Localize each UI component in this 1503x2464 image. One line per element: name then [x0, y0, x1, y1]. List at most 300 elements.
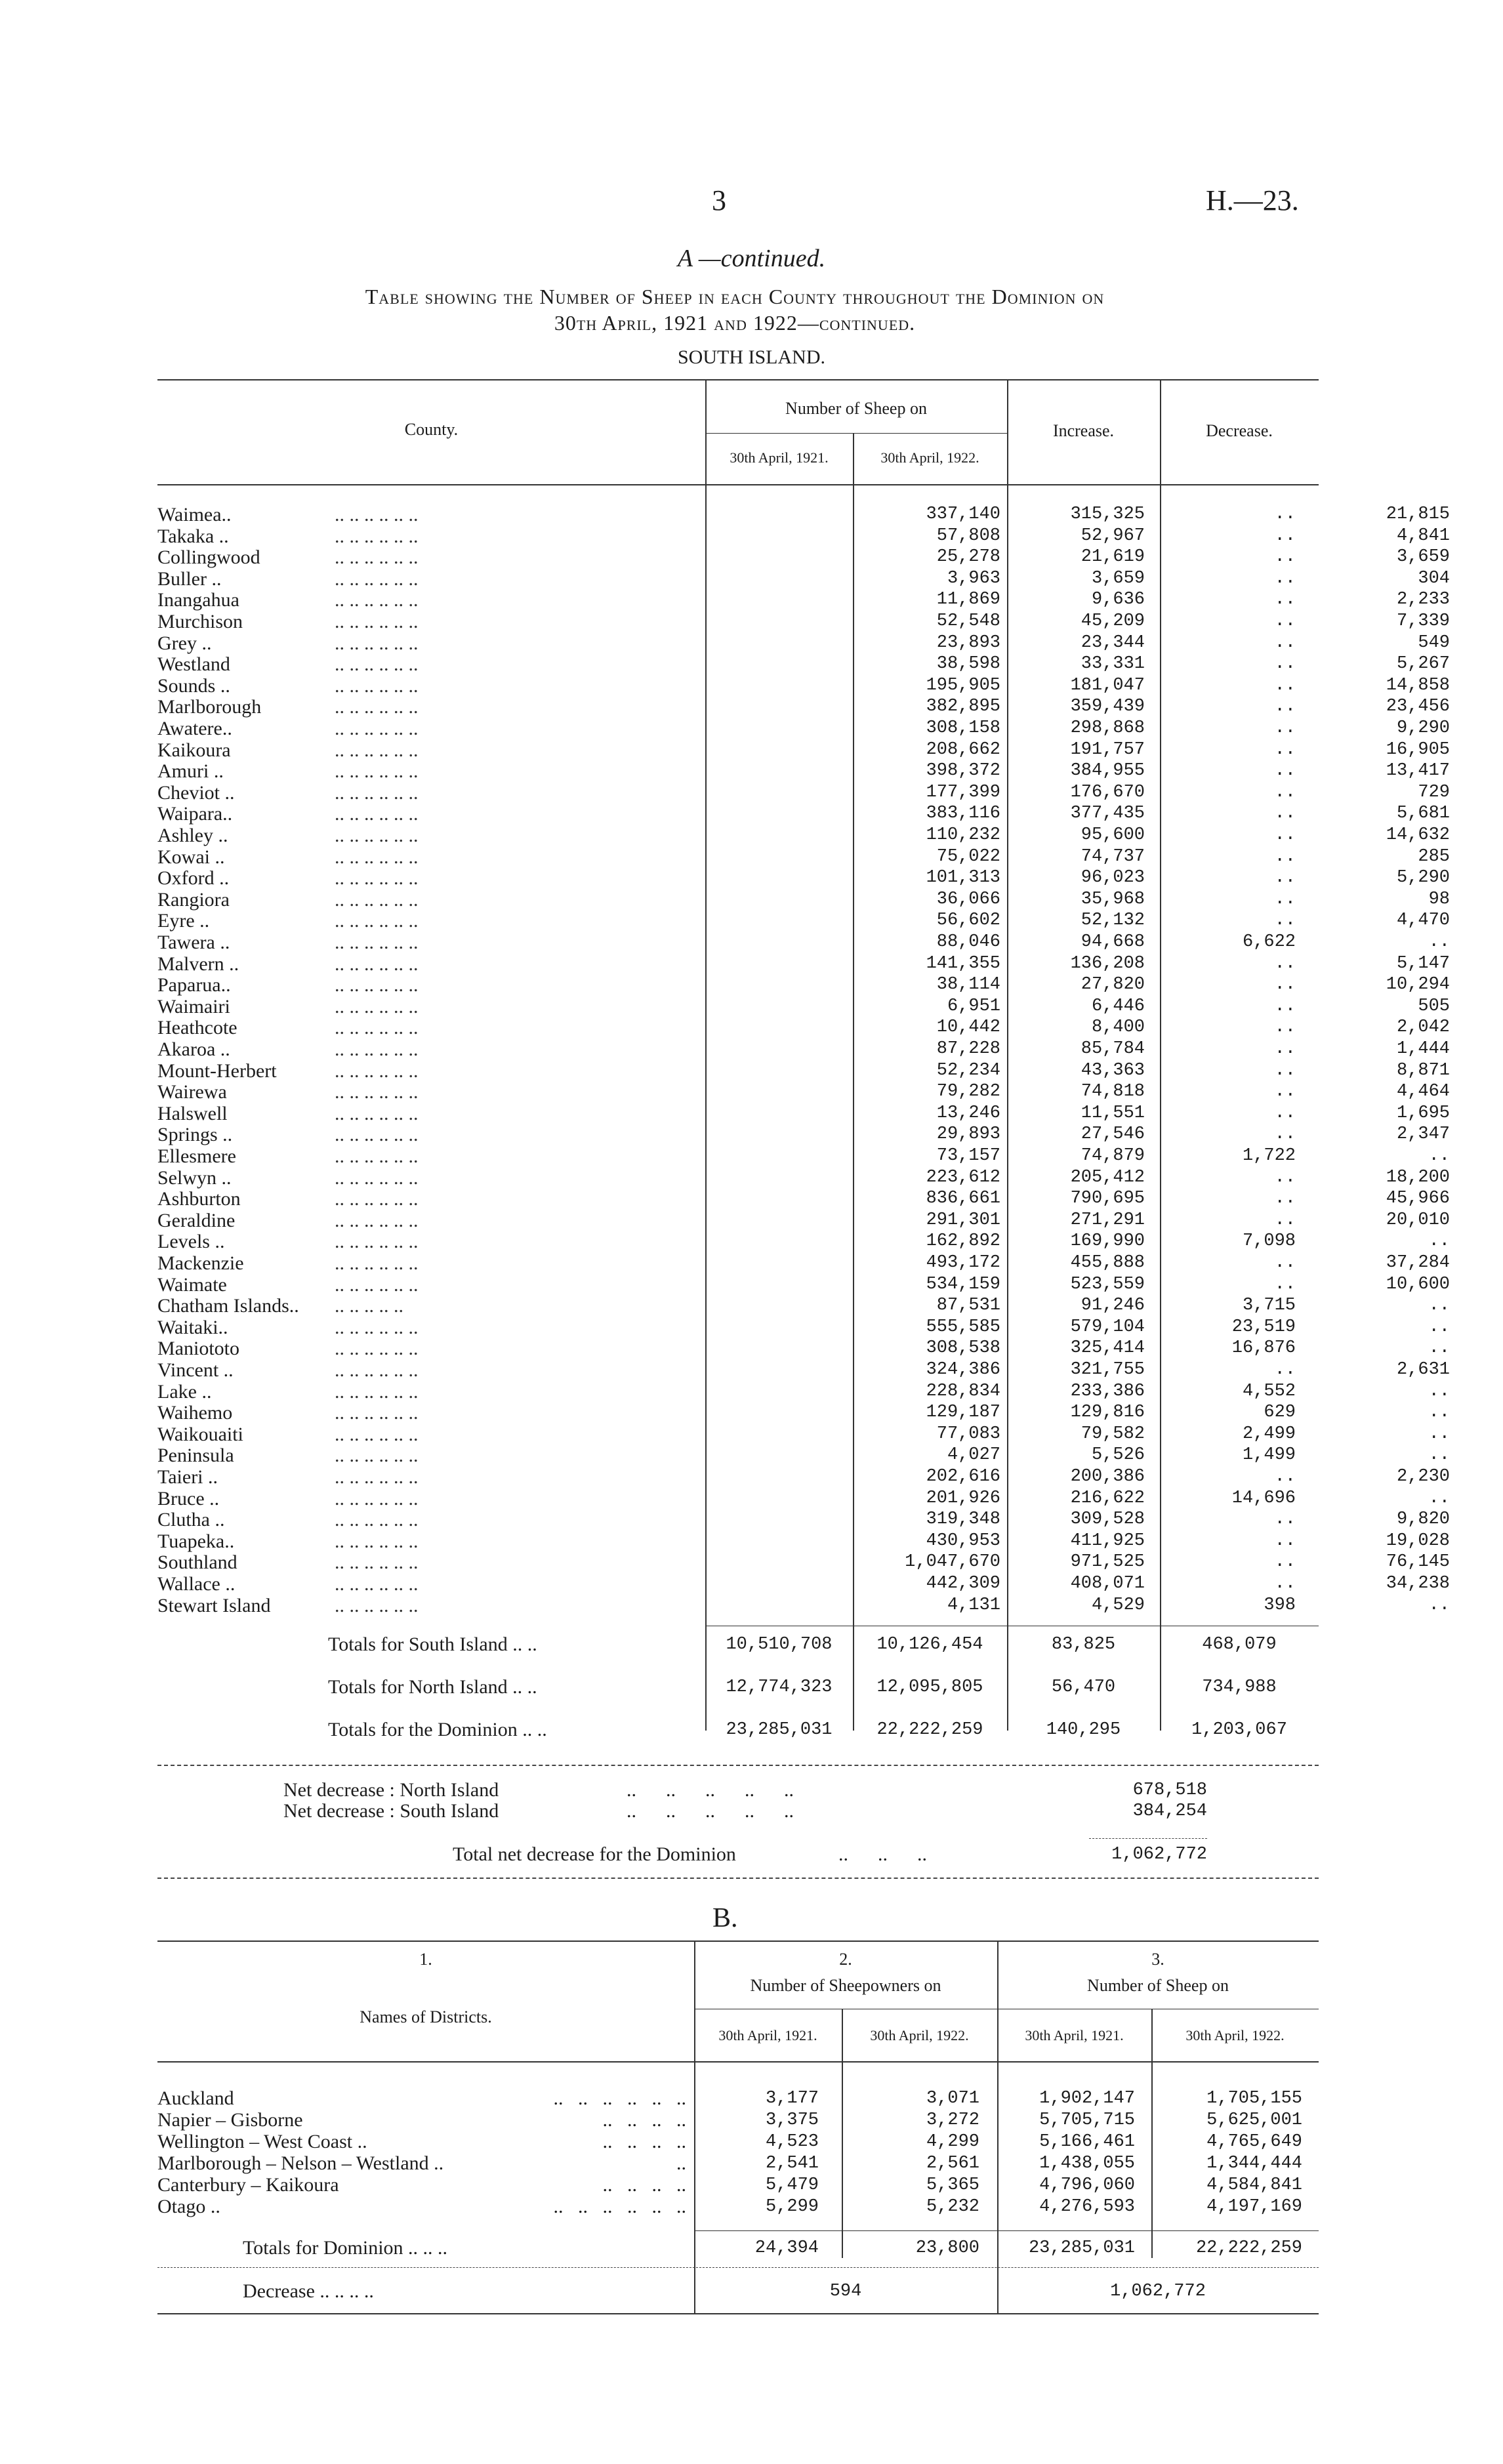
- sheep-1922: 5,526: [1091, 1445, 1145, 1466]
- county-name: Stewart Island: [157, 1594, 271, 1616]
- sheep-1921: 4,131: [947, 1595, 1000, 1615]
- table-row: [157, 1081, 1450, 1103]
- sheep-1922: 96,023: [1081, 868, 1145, 888]
- sheep-1922: 74,879: [1081, 1146, 1145, 1166]
- section-a-end-rule: [157, 1878, 1319, 1879]
- table-b-decrease-rule: [157, 2267, 1319, 2268]
- leader-dots: .. .. .. .. .. ..: [335, 867, 419, 890]
- sheep-1921: 56,602: [936, 911, 1000, 931]
- column-header-1922: 30th April, 1922.: [880, 449, 979, 466]
- increase-value: ..: [1274, 889, 1296, 909]
- leader-dots: .. .. .. .. .. ..: [335, 1359, 419, 1381]
- increase-value: ..: [1274, 1017, 1296, 1038]
- table-row: [157, 1038, 1450, 1060]
- district-name: Napier – Gisborne: [157, 2109, 303, 2131]
- sheep-1921: 87,228: [936, 1039, 1000, 1059]
- b-col2-label: Number of Sheepowners on: [750, 1976, 941, 1995]
- county-name: Maniototo: [157, 1338, 239, 1360]
- totals-1922: 12,095,805: [876, 1677, 983, 1697]
- leader-dots: .. .. .. .. .. ..: [335, 653, 419, 676]
- totals-increase: 56,470: [1051, 1677, 1116, 1697]
- sheep-1922: 384,955: [1070, 761, 1145, 781]
- county-name: Buller ..: [157, 567, 222, 590]
- b-totals-owners-1921: 24,394: [754, 2238, 819, 2258]
- county-name: Waimate: [157, 1273, 227, 1296]
- sheep-1921: 4,027: [947, 1445, 1000, 1466]
- table-b-totals-rule: [694, 2230, 1319, 2231]
- decrease-value: 304: [1418, 568, 1450, 588]
- totals-1922: 22,222,259: [876, 1720, 983, 1740]
- sheep-1921: 324,386: [926, 1360, 1000, 1380]
- leader-dots: .. .. .. .. .. ..: [335, 567, 419, 590]
- sheep-1921: 73,157: [936, 1146, 1000, 1166]
- leader-dots: .. .. .. .. .. ..: [335, 1466, 419, 1488]
- section-a-heading: A —continued.: [677, 245, 826, 272]
- leader-dots: .. .. .. .. .. ..: [335, 1038, 419, 1060]
- table-row: [157, 1188, 1450, 1210]
- leader-dots: .. .. .. .. .. ..: [335, 1166, 419, 1189]
- leader-dots: .. .. .. .. .. ..: [335, 1530, 419, 1552]
- county-name: Taieri ..: [157, 1466, 218, 1488]
- increase-value: ..: [1274, 1103, 1296, 1123]
- decrease-value: 9,820: [1396, 1509, 1450, 1530]
- increase-value: ..: [1274, 1210, 1296, 1230]
- sheep-1922: 200,386: [1070, 1467, 1145, 1487]
- decrease-value: 76,145: [1386, 1552, 1450, 1572]
- county-name: Southland: [157, 1551, 237, 1574]
- county-name: Chatham Islands..: [157, 1295, 299, 1317]
- sheep-1921: 1,047,670: [905, 1552, 1000, 1572]
- sheep-1921: 534,159: [926, 1274, 1000, 1294]
- increase-value: ..: [1274, 975, 1296, 995]
- leader-dots: .. .. .. .. .. ..: [335, 1017, 419, 1039]
- leader-dots: .. .. .. .. .. ..: [335, 1209, 419, 1231]
- decrease-value: 5,290: [1396, 868, 1450, 888]
- b-sub-sheep-1922: 30th April, 1922.: [1185, 2027, 1285, 2043]
- sheep-1921: 177,399: [926, 782, 1000, 802]
- net-decrease-label: Net decrease : South Island: [283, 1800, 499, 1822]
- leader-dots: .. .. ..: [838, 1843, 927, 1865]
- district-name: Otago ..: [157, 2196, 220, 2217]
- sheep-1922: 85,784: [1081, 1039, 1145, 1059]
- sheep-1921: 493,172: [926, 1253, 1000, 1273]
- table-row: [157, 546, 1450, 569]
- sheep-1922: 971,525: [1070, 1552, 1145, 1572]
- increase-value: ..: [1274, 1274, 1296, 1294]
- county-name: Tawera ..: [157, 932, 230, 953]
- increase-value: ..: [1274, 1360, 1296, 1380]
- sheep-1921: 38,114: [936, 975, 1000, 995]
- table-row: [157, 1017, 1450, 1039]
- sheep-1921: 29,893: [936, 1124, 1000, 1145]
- sheep-1922: 3,659: [1091, 568, 1145, 588]
- leader-dots: .. .. .. .. .. ..: [335, 632, 419, 654]
- table-row: [157, 1466, 1450, 1488]
- table-title-line1: Table showing the Number of Sheep in each County throughout the Dominion on: [365, 285, 1105, 308]
- decrease-value: 2,233: [1396, 590, 1450, 610]
- sheep-1922: 181,047: [1070, 675, 1145, 695]
- county-name: Rangiora: [157, 888, 230, 911]
- sheep-1922: 74,737: [1081, 846, 1145, 867]
- sheep-1922: 579,104: [1070, 1317, 1145, 1337]
- table-row: [157, 803, 1450, 825]
- increase-value: ..: [1274, 804, 1296, 824]
- county-name: Geraldine: [157, 1209, 236, 1231]
- leader-dots: .. .. .. .. .. ..: [335, 1059, 419, 1082]
- increase-value: ..: [1274, 568, 1296, 588]
- decrease-value: 5,267: [1396, 654, 1450, 674]
- table-row: [157, 1059, 1450, 1082]
- sheep-1922: 52,132: [1081, 911, 1145, 931]
- district-name: Wellington – West Coast ..: [157, 2131, 367, 2152]
- totals-increase: 83,825: [1051, 1635, 1116, 1654]
- sheep-1922: 43,363: [1081, 1060, 1145, 1080]
- decrease-value: 2,631: [1396, 1360, 1450, 1380]
- b-totals-owners-1922: 23,800: [915, 2238, 979, 2258]
- table-row: [157, 1316, 1450, 1338]
- sheep-1921: 291,301: [926, 1210, 1000, 1230]
- owners-1921: 3,375: [765, 2110, 819, 2130]
- b-totals-label: Totals for Dominion .. .. ..: [243, 2237, 448, 2259]
- sheep-1922: 94,668: [1081, 932, 1145, 952]
- increase-value: 3,715: [1242, 1296, 1296, 1316]
- county-name: Waitaki..: [157, 1316, 228, 1338]
- totals-label: Totals for the Dominion .. ..: [328, 1719, 547, 1740]
- leader-dots: .. .. .. .. .. ..: [335, 1081, 419, 1103]
- table-row: [157, 781, 1450, 804]
- decrease-value: 729: [1418, 782, 1450, 802]
- table-row: [157, 1487, 1450, 1509]
- decrease-value: ..: [1428, 1403, 1450, 1423]
- sheep-1921: 87,531: [936, 1296, 1000, 1316]
- leader-dots: .. .. .. .. .. ..: [335, 953, 419, 975]
- owners-1921: 4,523: [765, 2132, 819, 2152]
- decrease-value: ..: [1428, 1296, 1450, 1316]
- sheep-1922: 1,344,444: [1206, 2154, 1302, 2173]
- sheep-1922: 129,816: [1070, 1403, 1145, 1423]
- sheep-1921: 23,893: [936, 632, 1000, 653]
- increase-value: ..: [1274, 654, 1296, 674]
- county-name: Vincent ..: [157, 1359, 234, 1381]
- decrease-value: 285: [1418, 846, 1450, 867]
- sheep-1922: 11,551: [1081, 1103, 1145, 1123]
- leader-dots: .. .. .. .. ..: [627, 1779, 794, 1801]
- sheep-1922: 4,584,841: [1206, 2175, 1302, 2195]
- sheep-1922: 1,705,155: [1206, 2089, 1302, 2108]
- decrease-value: 21,815: [1386, 504, 1450, 524]
- county-name: Clutha ..: [157, 1509, 225, 1531]
- table-row: [157, 567, 1450, 590]
- district-name: Canterbury – Kaikoura: [157, 2174, 339, 2196]
- leader-dots: .. .. .. .. .. ..: [335, 1594, 419, 1616]
- leader-dots: .. .. .. .. .. ..: [335, 1102, 419, 1124]
- sheep-1921: 195,905: [926, 675, 1000, 695]
- table-b-bottom-rule: [157, 2313, 1319, 2314]
- page-number: 3: [712, 184, 726, 216]
- sheep-1922: 27,820: [1081, 975, 1145, 995]
- table-row: [157, 1124, 1450, 1146]
- leader-dots: .. .. .. .. .. ..: [335, 995, 419, 1017]
- sheep-1922: 411,925: [1070, 1530, 1145, 1551]
- owners-1922: 2,561: [926, 2154, 979, 2173]
- county-name: Paparua..: [157, 974, 231, 996]
- table-row: [157, 825, 1450, 846]
- county-name: Collingwood: [157, 546, 260, 569]
- county-name: Westland: [157, 653, 230, 676]
- decrease-value: ..: [1428, 1445, 1450, 1466]
- county-name: Lake ..: [157, 1380, 212, 1403]
- leader-dots: .. .. .. .. .. ..: [335, 1573, 419, 1595]
- increase-value: ..: [1274, 782, 1296, 802]
- leader-dots: .. .. .. .. .. ..: [335, 1487, 419, 1509]
- owners-1921: 2,541: [765, 2154, 819, 2173]
- table-row: [157, 1423, 1450, 1445]
- sheep-1921: 202,616: [926, 1467, 1000, 1487]
- increase-value: ..: [1274, 1124, 1296, 1145]
- increase-value: ..: [1274, 1253, 1296, 1273]
- table-row: [157, 696, 1450, 718]
- b-decrease-owners: 594: [829, 2282, 862, 2301]
- decrease-value: 13,417: [1386, 761, 1450, 781]
- sheep-1922: 455,888: [1070, 1253, 1145, 1273]
- table-title: [157, 283, 1312, 336]
- increase-value: 629: [1264, 1403, 1296, 1423]
- decrease-value: 45,966: [1386, 1189, 1450, 1209]
- leader-dots: .. .. .. ..: [602, 2131, 686, 2152]
- leader-dots: .. .. .. .. .. ..: [335, 1124, 419, 1146]
- decrease-value: 14,632: [1386, 825, 1450, 845]
- column-header-number-of-sheep: Number of Sheep on: [785, 399, 927, 418]
- b-sub-sheep-1921: 30th April, 1921.: [1025, 2027, 1124, 2043]
- increase-value: ..: [1274, 911, 1296, 931]
- increase-value: ..: [1274, 1467, 1296, 1487]
- sheep-1921: 6,951: [947, 996, 1000, 1016]
- increase-value: ..: [1274, 1574, 1296, 1593]
- increase-value: ..: [1274, 504, 1296, 524]
- leader-dots: .. .. .. .. .. ..: [335, 589, 419, 611]
- sheep-1922: 271,291: [1070, 1210, 1145, 1230]
- table-row: [157, 1359, 1450, 1381]
- leader-dots: .. .. .. .. .. ..: [335, 888, 419, 911]
- table-title-line2: 30th April, 1921 and 1922—continued.: [554, 311, 916, 335]
- sheep-1922: 176,670: [1070, 782, 1145, 802]
- increase-value: 2,499: [1242, 1424, 1296, 1444]
- county-name: Amuri ..: [157, 760, 224, 783]
- table-row: [157, 846, 1450, 868]
- sheep-1921: 201,926: [926, 1488, 1000, 1508]
- county-name: Wairewa: [157, 1081, 227, 1103]
- leader-dots: .. .. .. .. .. ..: [335, 1252, 419, 1274]
- table-row: [157, 1252, 1450, 1274]
- sheep-1921: 5,166,461: [1039, 2132, 1135, 2152]
- table-row: [157, 1231, 1450, 1253]
- table-a-bottom-rule: [157, 1765, 1319, 1766]
- decrease-value: 4,841: [1396, 525, 1450, 546]
- b-decrease-label: Decrease .. .. .. ..: [243, 2280, 374, 2302]
- b-col3-number: 3.: [1151, 1950, 1164, 1969]
- sheep-1921: 13,246: [936, 1103, 1000, 1123]
- sheep-1922: 4,529: [1091, 1595, 1145, 1615]
- b-col2-number: 2.: [839, 1950, 852, 1969]
- sheep-1922: 33,331: [1081, 654, 1145, 674]
- decrease-value: 7,339: [1396, 611, 1450, 631]
- sheep-1921: 52,548: [936, 611, 1000, 631]
- table-row: [157, 1594, 1450, 1616]
- net-decrease-value: 384,254: [1132, 1801, 1207, 1821]
- sheep-1921: 319,348: [926, 1509, 1000, 1530]
- increase-value: ..: [1274, 996, 1296, 1016]
- decrease-value: 1,695: [1396, 1103, 1450, 1123]
- county-name: Sounds ..: [157, 674, 230, 697]
- decrease-value: ..: [1428, 1488, 1450, 1508]
- leader-dots: .. .. .. .. .. ..: [335, 718, 419, 739]
- sheep-1922: 408,071: [1070, 1574, 1145, 1593]
- table-row: [157, 888, 1450, 911]
- column-header-decrease: Decrease.: [1206, 421, 1273, 440]
- sheep-1921: 1,902,147: [1039, 2089, 1135, 2108]
- decrease-value: 9,290: [1396, 718, 1450, 738]
- decrease-value: 18,200: [1386, 1167, 1450, 1187]
- leader-dots: .. .. .. .. .. ..: [335, 1188, 419, 1210]
- leader-dots: .. .. .. .. .. ..: [553, 2087, 686, 2109]
- sheep-1921: 337,140: [926, 504, 1000, 524]
- table-row: [157, 632, 1450, 654]
- leader-dots: .. .. .. .. .. ..: [335, 1273, 419, 1296]
- sheep-1921: 223,612: [926, 1167, 1000, 1187]
- increase-value: ..: [1274, 547, 1296, 567]
- decrease-value: 98: [1428, 889, 1450, 909]
- decrease-value: 2,230: [1396, 1467, 1450, 1487]
- sheep-1921: 162,892: [926, 1231, 1000, 1252]
- sheep-1922: 35,968: [1081, 889, 1145, 909]
- increase-value: ..: [1274, 868, 1296, 888]
- leader-dots: .. .. .. ..: [602, 2174, 686, 2196]
- leader-dots: .. .. .. .. .. ..: [335, 846, 419, 868]
- owners-1922: 3,071: [926, 2089, 979, 2108]
- increase-value: 14,696: [1231, 1488, 1296, 1508]
- increase-value: 23,519: [1231, 1317, 1296, 1337]
- increase-value: ..: [1274, 1509, 1296, 1530]
- sheep-1922: 4,197,169: [1206, 2197, 1302, 2217]
- b-totals-sheep-1921: 23,285,031: [1028, 2238, 1135, 2258]
- leader-dots: .. .. .. .. .. ..: [553, 2196, 686, 2217]
- increase-value: ..: [1274, 697, 1296, 717]
- increase-value: ..: [1274, 953, 1296, 974]
- sheep-1921: 52,234: [936, 1060, 1000, 1080]
- county-name: Takaka ..: [157, 525, 229, 547]
- decrease-value: 3,659: [1396, 547, 1450, 567]
- leader-dots: .. .. .. .. .. ..: [335, 974, 419, 996]
- increase-value: ..: [1274, 675, 1296, 695]
- leader-dots: .. .. .. .. .. ..: [335, 1509, 419, 1531]
- b-totals-sheep-1922: 22,222,259: [1195, 2238, 1302, 2258]
- sheep-1921: 1,438,055: [1039, 2154, 1135, 2173]
- sheep-1921: 430,953: [926, 1530, 1000, 1551]
- leader-dots: .. .. .. .. .. ..: [335, 504, 419, 525]
- county-name: Inangahua: [157, 589, 239, 611]
- sheep-1921: 57,808: [936, 525, 1000, 546]
- increase-value: ..: [1274, 1039, 1296, 1059]
- column-header-county: County.: [404, 420, 459, 439]
- sheep-1922: 95,600: [1081, 825, 1145, 845]
- table-row: [157, 995, 1450, 1017]
- county-name: Oxford ..: [157, 867, 230, 890]
- sheep-1922: 52,967: [1081, 525, 1145, 546]
- leader-dots: .. .. .. .. .. ..: [335, 1551, 419, 1574]
- county-name: Akaroa ..: [157, 1038, 230, 1060]
- sheep-1921: 129,187: [926, 1403, 1000, 1423]
- county-name: Heathcote: [157, 1017, 237, 1039]
- county-name: Awatere..: [157, 718, 232, 739]
- leader-dots: .. .. .. .. .. ..: [335, 1231, 419, 1253]
- owners-1921: 5,299: [765, 2197, 819, 2217]
- county-name: Murchison: [157, 611, 243, 632]
- leader-dots: .. .. .. .. .. ..: [335, 1445, 419, 1467]
- decrease-value: 37,284: [1386, 1253, 1450, 1273]
- net-total-label: Total net decrease for the Dominion: [453, 1843, 736, 1865]
- decrease-value: 14,858: [1386, 675, 1450, 695]
- county-name: Grey ..: [157, 632, 212, 654]
- table-row: [157, 1295, 1450, 1317]
- sheep-1921: 25,278: [936, 547, 1000, 567]
- owners-1921: 3,177: [765, 2089, 819, 2108]
- sheep-1922: 9,636: [1091, 590, 1145, 610]
- sheep-1921: 4,276,593: [1039, 2197, 1135, 2217]
- sheep-1921: 77,083: [936, 1424, 1000, 1444]
- increase-value: ..: [1274, 825, 1296, 845]
- sheep-1922: 8,400: [1091, 1017, 1145, 1038]
- increase-value: ..: [1274, 846, 1296, 867]
- net-decrease-label: Net decrease : North Island: [283, 1779, 499, 1801]
- sheep-1922: 45,209: [1081, 611, 1145, 631]
- table-row: [157, 1509, 1450, 1531]
- sheep-1921: 555,585: [926, 1317, 1000, 1337]
- decrease-value: 4,464: [1396, 1082, 1450, 1102]
- column-header-increase: Increase.: [1052, 421, 1115, 440]
- decrease-value: ..: [1428, 1317, 1450, 1337]
- sheep-1922: 6,446: [1091, 996, 1145, 1016]
- table-row: [157, 1338, 1450, 1360]
- sheep-1921: 75,022: [936, 846, 1000, 867]
- county-name: Halswell: [157, 1102, 228, 1124]
- county-name: Mount-Herbert: [157, 1059, 277, 1082]
- county-name: Waimea..: [157, 504, 232, 525]
- county-name: Bruce ..: [157, 1487, 220, 1509]
- county-name: Marlborough: [157, 696, 262, 718]
- sheep-1921: 5,705,715: [1039, 2110, 1135, 2130]
- increase-value: ..: [1274, 739, 1296, 760]
- leader-dots: .. .. .. .. .. ..: [335, 910, 419, 932]
- sheep-1921: 398,372: [926, 761, 1000, 781]
- decrease-value: 34,238: [1386, 1574, 1450, 1593]
- sheep-1922: 216,622: [1070, 1488, 1145, 1508]
- sheep-1921: 4,796,060: [1039, 2175, 1135, 2195]
- totals-decrease: 1,203,067: [1191, 1720, 1287, 1740]
- sheep-1922: 790,695: [1070, 1189, 1145, 1209]
- increase-value: 16,876: [1231, 1338, 1296, 1359]
- county-name: Ashley ..: [157, 825, 228, 846]
- leader-dots: .. .. .. .. .. ..: [335, 1145, 419, 1167]
- sheep-1921: 836,661: [926, 1189, 1000, 1209]
- increase-value: 7,098: [1242, 1231, 1296, 1252]
- totals-1921: 12,774,323: [726, 1677, 833, 1697]
- decrease-value: 2,042: [1396, 1017, 1450, 1038]
- decrease-value: ..: [1428, 1424, 1450, 1444]
- county-name: Ellesmere: [157, 1145, 236, 1167]
- leader-dots: .. .. .. .. .. ..: [335, 1423, 419, 1445]
- sheep-1922: 169,990: [1070, 1231, 1145, 1252]
- owners-1922: 4,299: [926, 2132, 979, 2152]
